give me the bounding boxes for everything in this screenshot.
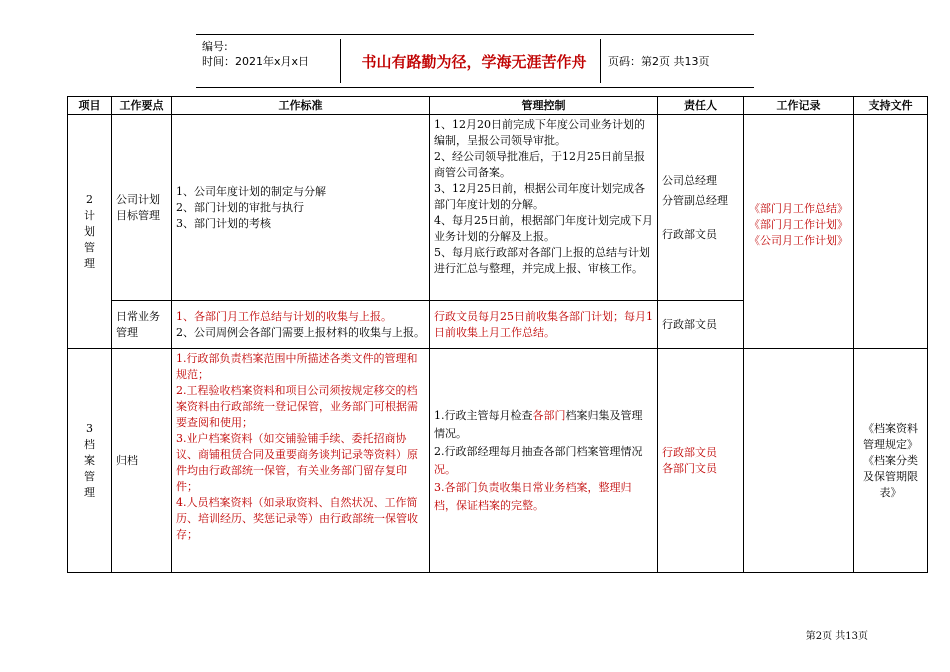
header-meta [202, 39, 309, 69]
responsible-item: 行政部文员 [662, 445, 717, 459]
standard-item: 3、部门计划的考核 [176, 216, 271, 230]
control-text: 档案归集及管理情况。 [434, 408, 643, 440]
support-cell: 《档案资料管理规定》《档案分类及保管期限表》 [854, 349, 928, 573]
table-row [68, 115, 928, 301]
support-cell [854, 115, 928, 349]
project-text: 3 [86, 421, 93, 435]
header-divider [600, 39, 601, 83]
control-cell: 行政文员每月25日前收集各部门计划；每月1日前收集上月工作总结。 [430, 301, 658, 349]
record-cell [744, 349, 854, 573]
project-text: 管 [84, 469, 95, 483]
control-item: 5、每月底行政部对各部门上报的总结与计划进行汇总与整理，并完成上报、审核工作。 [434, 246, 650, 275]
key-point-cell: 归档 [112, 349, 172, 573]
responsible-item: 行政部文员 [662, 227, 717, 241]
col-header: 管理控制 [430, 97, 658, 115]
standard-item: 2.工程验收档案资料和项目公司须按规定移交的档案资料由行政部统一登记保管，业务部门可根据需要查阅和使用； [176, 384, 418, 429]
page-footer: 第2页 共13页 [805, 631, 868, 642]
control-text: 2.行政部经理每月抽查各部门档案管理情况 [434, 444, 643, 458]
project-text: 2 [86, 192, 93, 206]
key-point-cell: 公司计划目标管理 [112, 115, 172, 301]
key-point-cell: 日常业务管理 [112, 301, 172, 349]
control-cell [430, 349, 658, 573]
table-row [68, 349, 928, 573]
project-cell [68, 349, 112, 573]
header-page-label: 页码：第2页 共13页 [608, 55, 710, 68]
standard-cell [172, 349, 430, 573]
standard-cell [172, 301, 430, 349]
project-text: 案 [84, 453, 95, 467]
control-cell [430, 115, 658, 301]
table-header-row [68, 97, 928, 115]
project-text: 划 [84, 224, 95, 238]
standard-cell [172, 115, 430, 301]
control-item [434, 407, 653, 443]
col-header: 工作要点 [112, 97, 172, 115]
control-text: 1.行政主管每月检查 [434, 408, 533, 422]
control-item [434, 443, 653, 479]
control-item: 3、12月25日前，根据公司年度计划完成各部门年度计划的分解。 [434, 182, 645, 211]
standard-item: 1.行政部负责档案范围中所描述各类文件的管理和规范； [176, 352, 418, 381]
number-label: 编号: [202, 40, 228, 53]
header-divider [340, 39, 341, 83]
record-item: 《公司月工作计划》 [749, 234, 848, 247]
responsible-item: 公司总经理 [662, 173, 717, 187]
control-text: 况。 [434, 462, 456, 476]
col-header: 责任人 [658, 97, 744, 115]
record-cell [744, 115, 854, 349]
project-cell [68, 115, 112, 349]
responsible-item: 各部门文员 [662, 461, 717, 475]
standard-item: 3.业户档案资料（如交铺验铺手续、委托招商协议、商铺租赁合同及重要商务谈判记录等资料）原件均由行政部统一保管，有关业务部门留存复印件； [176, 432, 418, 493]
control-item: 4、每月25日前，根据部门年度计划完成下月业务计划的分解及上报。 [434, 214, 653, 243]
col-header: 支持文件 [854, 97, 928, 115]
responsible-cell: 行政部文员 [658, 301, 744, 349]
standard-item: 2、公司周例会各部门需要上报材料的收集与上报。 [176, 325, 425, 339]
project-text: 管 [84, 240, 95, 254]
control-item: 3.各部门负责收集日常业务档案，整理归档，保证档案的完整。 [434, 480, 632, 512]
project-text: 理 [84, 485, 95, 499]
time-label: 时间：2021年x月x日 [202, 55, 310, 68]
responsible-cell [658, 349, 744, 573]
col-header: 项目 [68, 97, 112, 115]
col-header: 工作标准 [172, 97, 430, 115]
standard-item: 1、公司年度计划的制定与分解 [176, 184, 326, 198]
record-item: 《部门月工作计划》 [749, 218, 848, 231]
responsible-item: 分管副总经理 [662, 193, 728, 207]
control-text: 各部门 [532, 408, 566, 422]
header-motto: 书山有路勤为径，学海无涯苦作舟 [361, 52, 587, 71]
project-text: 档 [84, 437, 95, 451]
responsible-cell [658, 115, 744, 301]
control-item: 1、12月20日前完成下年度公司业务计划的编制，呈报公司领导审批。 [434, 118, 645, 147]
col-header: 工作记录 [744, 97, 854, 115]
record-item: 《部门月工作总结》 [749, 202, 848, 215]
project-text: 计 [84, 208, 95, 222]
control-item: 2、经公司领导批准后，于12月25日前呈报商管公司备案。 [434, 150, 645, 179]
standard-item: 4.人员档案资料（如录取资料、自然状况、工作简历、培训经历、奖惩记录等）由行政部统一保管收存； [176, 496, 418, 541]
page-header [196, 34, 754, 88]
standard-item: 2、部门计划的审批与执行 [176, 200, 304, 214]
work-standard-table [67, 96, 928, 573]
project-text: 理 [84, 256, 95, 270]
standard-item: 1、各部门月工作总结与计划的收集与上报。 [176, 309, 392, 323]
